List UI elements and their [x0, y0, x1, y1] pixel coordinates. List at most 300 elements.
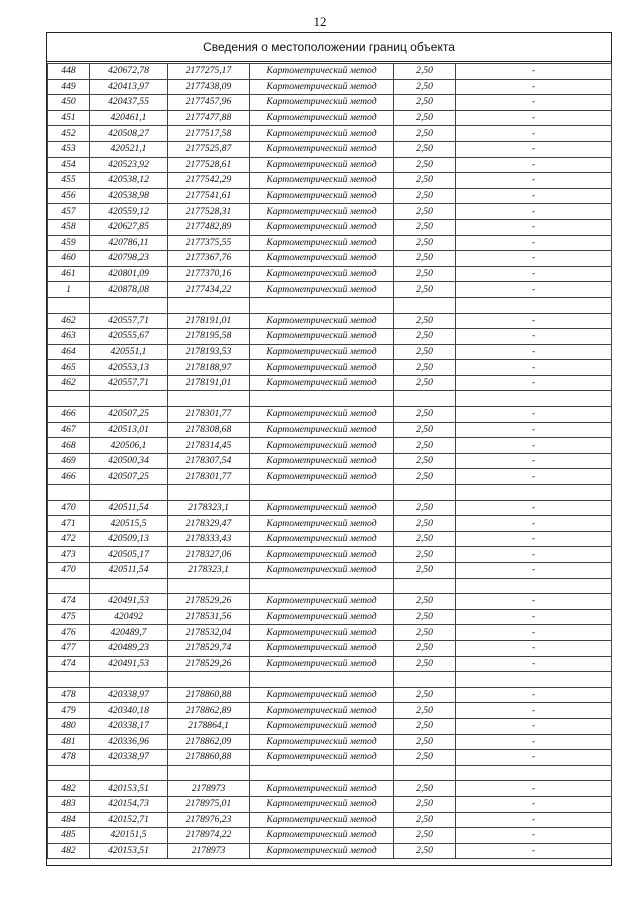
x-coordinate-cell: 420557,71 [90, 375, 168, 391]
point-number-cell: 483 [48, 796, 90, 812]
method-cell: Картометрический метод [250, 718, 394, 734]
description-cell: - [456, 204, 612, 220]
table-row [48, 79, 612, 95]
point-number-cell: 470 [48, 500, 90, 516]
y-coordinate-cell: 2178529,74 [168, 640, 250, 656]
empty-cell [250, 485, 394, 501]
point-number-cell: 463 [48, 329, 90, 345]
accuracy-cell: 2,50 [394, 828, 456, 844]
y-coordinate-cell: 2178191,01 [168, 375, 250, 391]
point-number-cell: 449 [48, 79, 90, 95]
x-coordinate-cell: 420511,54 [90, 500, 168, 516]
y-coordinate-cell: 2178976,23 [168, 812, 250, 828]
accuracy-cell: 2,50 [394, 640, 456, 656]
table-row [48, 110, 612, 126]
x-coordinate-cell: 420489,7 [90, 625, 168, 641]
x-coordinate-cell: 420437,55 [90, 95, 168, 111]
group-separator-row [48, 672, 612, 688]
method-cell: Картометрический метод [250, 594, 394, 610]
point-number-cell: 479 [48, 703, 90, 719]
table-row [48, 781, 612, 797]
x-coordinate-cell: 420507,25 [90, 407, 168, 423]
empty-cell [456, 672, 612, 688]
x-coordinate-cell: 420151,5 [90, 828, 168, 844]
point-number-cell: 460 [48, 251, 90, 267]
description-cell: - [456, 251, 612, 267]
description-cell: - [456, 126, 612, 142]
description-cell: - [456, 718, 612, 734]
table-row [48, 469, 612, 485]
y-coordinate-cell: 2178864,1 [168, 718, 250, 734]
empty-cell [168, 672, 250, 688]
x-coordinate-cell: 420505,17 [90, 547, 168, 563]
x-coordinate-cell: 420491,53 [90, 594, 168, 610]
accuracy-cell: 2,50 [394, 516, 456, 532]
y-coordinate-cell: 2177525,87 [168, 141, 250, 157]
method-cell: Картометрический метод [250, 219, 394, 235]
empty-cell [394, 672, 456, 688]
y-coordinate-cell: 2178301,77 [168, 469, 250, 485]
method-cell: Картометрический метод [250, 828, 394, 844]
table-row [48, 251, 612, 267]
description-cell: - [456, 453, 612, 469]
method-cell: Картометрический метод [250, 469, 394, 485]
accuracy-cell: 2,50 [394, 251, 456, 267]
description-cell: - [456, 547, 612, 563]
accuracy-cell: 2,50 [394, 563, 456, 579]
accuracy-cell: 2,50 [394, 157, 456, 173]
description-cell: - [456, 469, 612, 485]
accuracy-cell: 2,50 [394, 594, 456, 610]
x-coordinate-cell: 420553,13 [90, 360, 168, 376]
description-cell: - [456, 796, 612, 812]
method-cell: Картометрический метод [250, 173, 394, 189]
method-cell: Картометрический метод [250, 843, 394, 859]
boundary-points-table [47, 63, 612, 859]
accuracy-cell: 2,50 [394, 781, 456, 797]
point-number-cell: 455 [48, 173, 90, 189]
method-cell: Картометрический метод [250, 563, 394, 579]
y-coordinate-cell: 2178862,09 [168, 734, 250, 750]
table-row [48, 422, 612, 438]
description-cell: - [456, 687, 612, 703]
y-coordinate-cell: 2178860,88 [168, 687, 250, 703]
x-coordinate-cell: 420413,97 [90, 79, 168, 95]
empty-cell [456, 765, 612, 781]
x-coordinate-cell: 420508,27 [90, 126, 168, 142]
y-coordinate-cell: 2178323,1 [168, 563, 250, 579]
x-coordinate-cell: 420461,1 [90, 110, 168, 126]
point-number-cell: 464 [48, 344, 90, 360]
method-cell: Картометрический метод [250, 656, 394, 672]
accuracy-cell: 2,50 [394, 313, 456, 329]
empty-cell [456, 578, 612, 594]
table-row [48, 609, 612, 625]
method-cell: Картометрический метод [250, 703, 394, 719]
method-cell: Картометрический метод [250, 547, 394, 563]
description-cell: - [456, 282, 612, 298]
empty-cell [168, 578, 250, 594]
y-coordinate-cell: 2177375,55 [168, 235, 250, 251]
point-number-cell: 472 [48, 531, 90, 547]
y-coordinate-cell: 2178333,43 [168, 531, 250, 547]
point-number-cell: 1 [48, 282, 90, 298]
empty-cell [48, 765, 90, 781]
description-cell: - [456, 344, 612, 360]
description-cell: - [456, 313, 612, 329]
point-number-cell: 477 [48, 640, 90, 656]
method-cell: Картометрический метод [250, 64, 394, 80]
x-coordinate-cell: 420340,18 [90, 703, 168, 719]
y-coordinate-cell: 2177457,96 [168, 95, 250, 111]
method-cell: Картометрический метод [250, 79, 394, 95]
method-cell: Картометрический метод [250, 110, 394, 126]
method-cell: Картометрический метод [250, 360, 394, 376]
table-row [48, 656, 612, 672]
accuracy-cell: 2,50 [394, 282, 456, 298]
point-number-cell: 481 [48, 734, 90, 750]
y-coordinate-cell: 2178529,26 [168, 656, 250, 672]
y-coordinate-cell: 2178329,47 [168, 516, 250, 532]
method-cell: Картометрический метод [250, 141, 394, 157]
description-cell: - [456, 640, 612, 656]
method-cell: Картометрический метод [250, 375, 394, 391]
description-cell: - [456, 843, 612, 859]
point-number-cell: 459 [48, 235, 90, 251]
method-cell: Картометрический метод [250, 313, 394, 329]
method-cell: Картометрический метод [250, 407, 394, 423]
table-row [48, 640, 612, 656]
description-cell: - [456, 656, 612, 672]
point-number-cell: 452 [48, 126, 90, 142]
method-cell: Картометрический метод [250, 204, 394, 220]
description-cell: - [456, 235, 612, 251]
empty-cell [48, 672, 90, 688]
accuracy-cell: 2,50 [394, 750, 456, 766]
empty-cell [456, 485, 612, 501]
description-cell: - [456, 531, 612, 547]
empty-cell [90, 485, 168, 501]
group-separator-row [48, 578, 612, 594]
accuracy-cell: 2,50 [394, 734, 456, 750]
x-coordinate-cell: 420627,85 [90, 219, 168, 235]
point-number-cell: 470 [48, 563, 90, 579]
accuracy-cell: 2,50 [394, 360, 456, 376]
description-cell: - [456, 703, 612, 719]
accuracy-cell: 2,50 [394, 79, 456, 95]
x-coordinate-cell: 420555,67 [90, 329, 168, 345]
table-row [48, 266, 612, 282]
accuracy-cell: 2,50 [394, 126, 456, 142]
empty-cell [48, 391, 90, 407]
table-row [48, 126, 612, 142]
method-cell: Картометрический метод [250, 188, 394, 204]
accuracy-cell: 2,50 [394, 110, 456, 126]
accuracy-cell: 2,50 [394, 531, 456, 547]
method-cell: Картометрический метод [250, 812, 394, 828]
description-cell: - [456, 625, 612, 641]
method-cell: Картометрический метод [250, 750, 394, 766]
y-coordinate-cell: 2177517,58 [168, 126, 250, 142]
method-cell: Картометрический метод [250, 609, 394, 625]
accuracy-cell: 2,50 [394, 625, 456, 641]
table-row [48, 843, 612, 859]
empty-cell [394, 485, 456, 501]
x-coordinate-cell: 420336,96 [90, 734, 168, 750]
description-cell: - [456, 438, 612, 454]
empty-cell [168, 485, 250, 501]
y-coordinate-cell: 2178307,54 [168, 453, 250, 469]
table-row [48, 375, 612, 391]
empty-cell [90, 391, 168, 407]
method-cell: Картометрический метод [250, 500, 394, 516]
empty-cell [250, 765, 394, 781]
description-cell: - [456, 422, 612, 438]
point-number-cell: 474 [48, 594, 90, 610]
y-coordinate-cell: 2177438,09 [168, 79, 250, 95]
accuracy-cell: 2,50 [394, 204, 456, 220]
y-coordinate-cell: 2178862,89 [168, 703, 250, 719]
point-number-cell: 478 [48, 687, 90, 703]
y-coordinate-cell: 2178193,53 [168, 344, 250, 360]
empty-cell [250, 297, 394, 313]
empty-cell [168, 765, 250, 781]
point-number-cell: 473 [48, 547, 90, 563]
x-coordinate-cell: 420523,92 [90, 157, 168, 173]
point-number-cell: 462 [48, 375, 90, 391]
method-cell: Картометрический метод [250, 781, 394, 797]
empty-cell [456, 297, 612, 313]
x-coordinate-cell: 420153,51 [90, 843, 168, 859]
x-coordinate-cell: 420154,73 [90, 796, 168, 812]
x-coordinate-cell: 420551,1 [90, 344, 168, 360]
empty-cell [90, 765, 168, 781]
y-coordinate-cell: 2178308,68 [168, 422, 250, 438]
empty-cell [48, 485, 90, 501]
x-coordinate-cell: 420521,1 [90, 141, 168, 157]
y-coordinate-cell: 2178973 [168, 781, 250, 797]
point-number-cell: 448 [48, 64, 90, 80]
x-coordinate-cell: 420515,5 [90, 516, 168, 532]
table-row [48, 625, 612, 641]
x-coordinate-cell: 420491,53 [90, 656, 168, 672]
accuracy-cell: 2,50 [394, 329, 456, 345]
x-coordinate-cell: 420509,13 [90, 531, 168, 547]
description-cell: - [456, 173, 612, 189]
empty-cell [250, 391, 394, 407]
x-coordinate-cell: 420538,98 [90, 188, 168, 204]
y-coordinate-cell: 2177275,17 [168, 64, 250, 80]
point-number-cell: 465 [48, 360, 90, 376]
accuracy-cell: 2,50 [394, 718, 456, 734]
table-row [48, 594, 612, 610]
accuracy-cell: 2,50 [394, 656, 456, 672]
x-coordinate-cell: 420798,23 [90, 251, 168, 267]
accuracy-cell: 2,50 [394, 812, 456, 828]
x-coordinate-cell: 420801,09 [90, 266, 168, 282]
method-cell: Картометрический метод [250, 344, 394, 360]
table-row [48, 313, 612, 329]
y-coordinate-cell: 2178974,22 [168, 828, 250, 844]
table-row [48, 453, 612, 469]
table-row [48, 438, 612, 454]
table-row [48, 204, 612, 220]
table-row [48, 188, 612, 204]
description-cell: - [456, 157, 612, 173]
description-cell: - [456, 64, 612, 80]
point-number-cell: 454 [48, 157, 90, 173]
table-row [48, 141, 612, 157]
group-separator-row [48, 297, 612, 313]
table-row [48, 687, 612, 703]
y-coordinate-cell: 2177370,16 [168, 266, 250, 282]
x-coordinate-cell: 420538,12 [90, 173, 168, 189]
accuracy-cell: 2,50 [394, 141, 456, 157]
table-row [48, 64, 612, 80]
description-cell: - [456, 141, 612, 157]
y-coordinate-cell: 2177528,61 [168, 157, 250, 173]
table-row [48, 531, 612, 547]
table-row [48, 157, 612, 173]
accuracy-cell: 2,50 [394, 64, 456, 80]
method-cell: Картометрический метод [250, 282, 394, 298]
empty-cell [48, 578, 90, 594]
accuracy-cell: 2,50 [394, 500, 456, 516]
point-number-cell: 469 [48, 453, 90, 469]
description-cell: - [456, 329, 612, 345]
description-cell: - [456, 219, 612, 235]
group-separator-row [48, 765, 612, 781]
accuracy-cell: 2,50 [394, 796, 456, 812]
table-row [48, 750, 612, 766]
method-cell: Картометрический метод [250, 126, 394, 142]
description-cell: - [456, 563, 612, 579]
x-coordinate-cell: 420492 [90, 609, 168, 625]
group-separator-row [48, 485, 612, 501]
description-cell: - [456, 360, 612, 376]
accuracy-cell: 2,50 [394, 188, 456, 204]
point-number-cell: 453 [48, 141, 90, 157]
y-coordinate-cell: 2178195,58 [168, 329, 250, 345]
method-cell: Картометрический метод [250, 422, 394, 438]
group-separator-row [48, 391, 612, 407]
accuracy-cell: 2,50 [394, 453, 456, 469]
accuracy-cell: 2,50 [394, 703, 456, 719]
x-coordinate-cell: 420507,25 [90, 469, 168, 485]
table-row [48, 95, 612, 111]
x-coordinate-cell: 420338,17 [90, 718, 168, 734]
x-coordinate-cell: 420152,71 [90, 812, 168, 828]
description-cell: - [456, 500, 612, 516]
empty-cell [48, 297, 90, 313]
empty-cell [394, 297, 456, 313]
accuracy-cell: 2,50 [394, 438, 456, 454]
description-cell: - [456, 812, 612, 828]
description-cell: - [456, 375, 612, 391]
x-coordinate-cell: 420559,12 [90, 204, 168, 220]
y-coordinate-cell: 2177367,76 [168, 251, 250, 267]
y-coordinate-cell: 2177477,88 [168, 110, 250, 126]
x-coordinate-cell: 420338,97 [90, 687, 168, 703]
method-cell: Картометрический метод [250, 251, 394, 267]
accuracy-cell: 2,50 [394, 266, 456, 282]
accuracy-cell: 2,50 [394, 609, 456, 625]
y-coordinate-cell: 2177542,29 [168, 173, 250, 189]
accuracy-cell: 2,50 [394, 375, 456, 391]
accuracy-cell: 2,50 [394, 422, 456, 438]
method-cell: Картометрический метод [250, 157, 394, 173]
document-frame [46, 32, 612, 866]
description-cell: - [456, 734, 612, 750]
point-number-cell: 478 [48, 750, 90, 766]
description-cell: - [456, 407, 612, 423]
empty-cell [456, 391, 612, 407]
y-coordinate-cell: 2178975,01 [168, 796, 250, 812]
point-number-cell: 480 [48, 718, 90, 734]
table-row [48, 718, 612, 734]
point-number-cell: 466 [48, 469, 90, 485]
table-row [48, 547, 612, 563]
x-coordinate-cell: 420506,1 [90, 438, 168, 454]
empty-cell [250, 578, 394, 594]
description-cell: - [456, 750, 612, 766]
point-number-cell: 456 [48, 188, 90, 204]
accuracy-cell: 2,50 [394, 687, 456, 703]
y-coordinate-cell: 2178860,88 [168, 750, 250, 766]
x-coordinate-cell: 420489,23 [90, 640, 168, 656]
x-coordinate-cell: 420786,11 [90, 235, 168, 251]
description-cell: - [456, 266, 612, 282]
accuracy-cell: 2,50 [394, 843, 456, 859]
y-coordinate-cell: 2178529,26 [168, 594, 250, 610]
empty-cell [90, 297, 168, 313]
table-row [48, 734, 612, 750]
accuracy-cell: 2,50 [394, 235, 456, 251]
method-cell: Картометрический метод [250, 95, 394, 111]
point-number-cell: 485 [48, 828, 90, 844]
points-table-body [48, 64, 612, 859]
table-row [48, 282, 612, 298]
x-coordinate-cell: 420338,97 [90, 750, 168, 766]
point-number-cell: 476 [48, 625, 90, 641]
table-row [48, 360, 612, 376]
point-number-cell: 482 [48, 843, 90, 859]
method-cell: Картометрический метод [250, 516, 394, 532]
method-cell: Картометрический метод [250, 640, 394, 656]
y-coordinate-cell: 2178323,1 [168, 500, 250, 516]
point-number-cell: 471 [48, 516, 90, 532]
point-number-cell: 482 [48, 781, 90, 797]
y-coordinate-cell: 2177434,22 [168, 282, 250, 298]
description-cell: - [456, 95, 612, 111]
empty-cell [168, 391, 250, 407]
method-cell: Картометрический метод [250, 796, 394, 812]
description-cell: - [456, 594, 612, 610]
method-cell: Картометрический метод [250, 531, 394, 547]
method-cell: Картометрический метод [250, 329, 394, 345]
empty-cell [168, 297, 250, 313]
description-cell: - [456, 609, 612, 625]
y-coordinate-cell: 2178191,01 [168, 313, 250, 329]
x-coordinate-cell: 420672,78 [90, 64, 168, 80]
description-cell: - [456, 79, 612, 95]
point-number-cell: 467 [48, 422, 90, 438]
description-cell: - [456, 516, 612, 532]
point-number-cell: 484 [48, 812, 90, 828]
table-row [48, 235, 612, 251]
table-row [48, 796, 612, 812]
x-coordinate-cell: 420878,08 [90, 282, 168, 298]
